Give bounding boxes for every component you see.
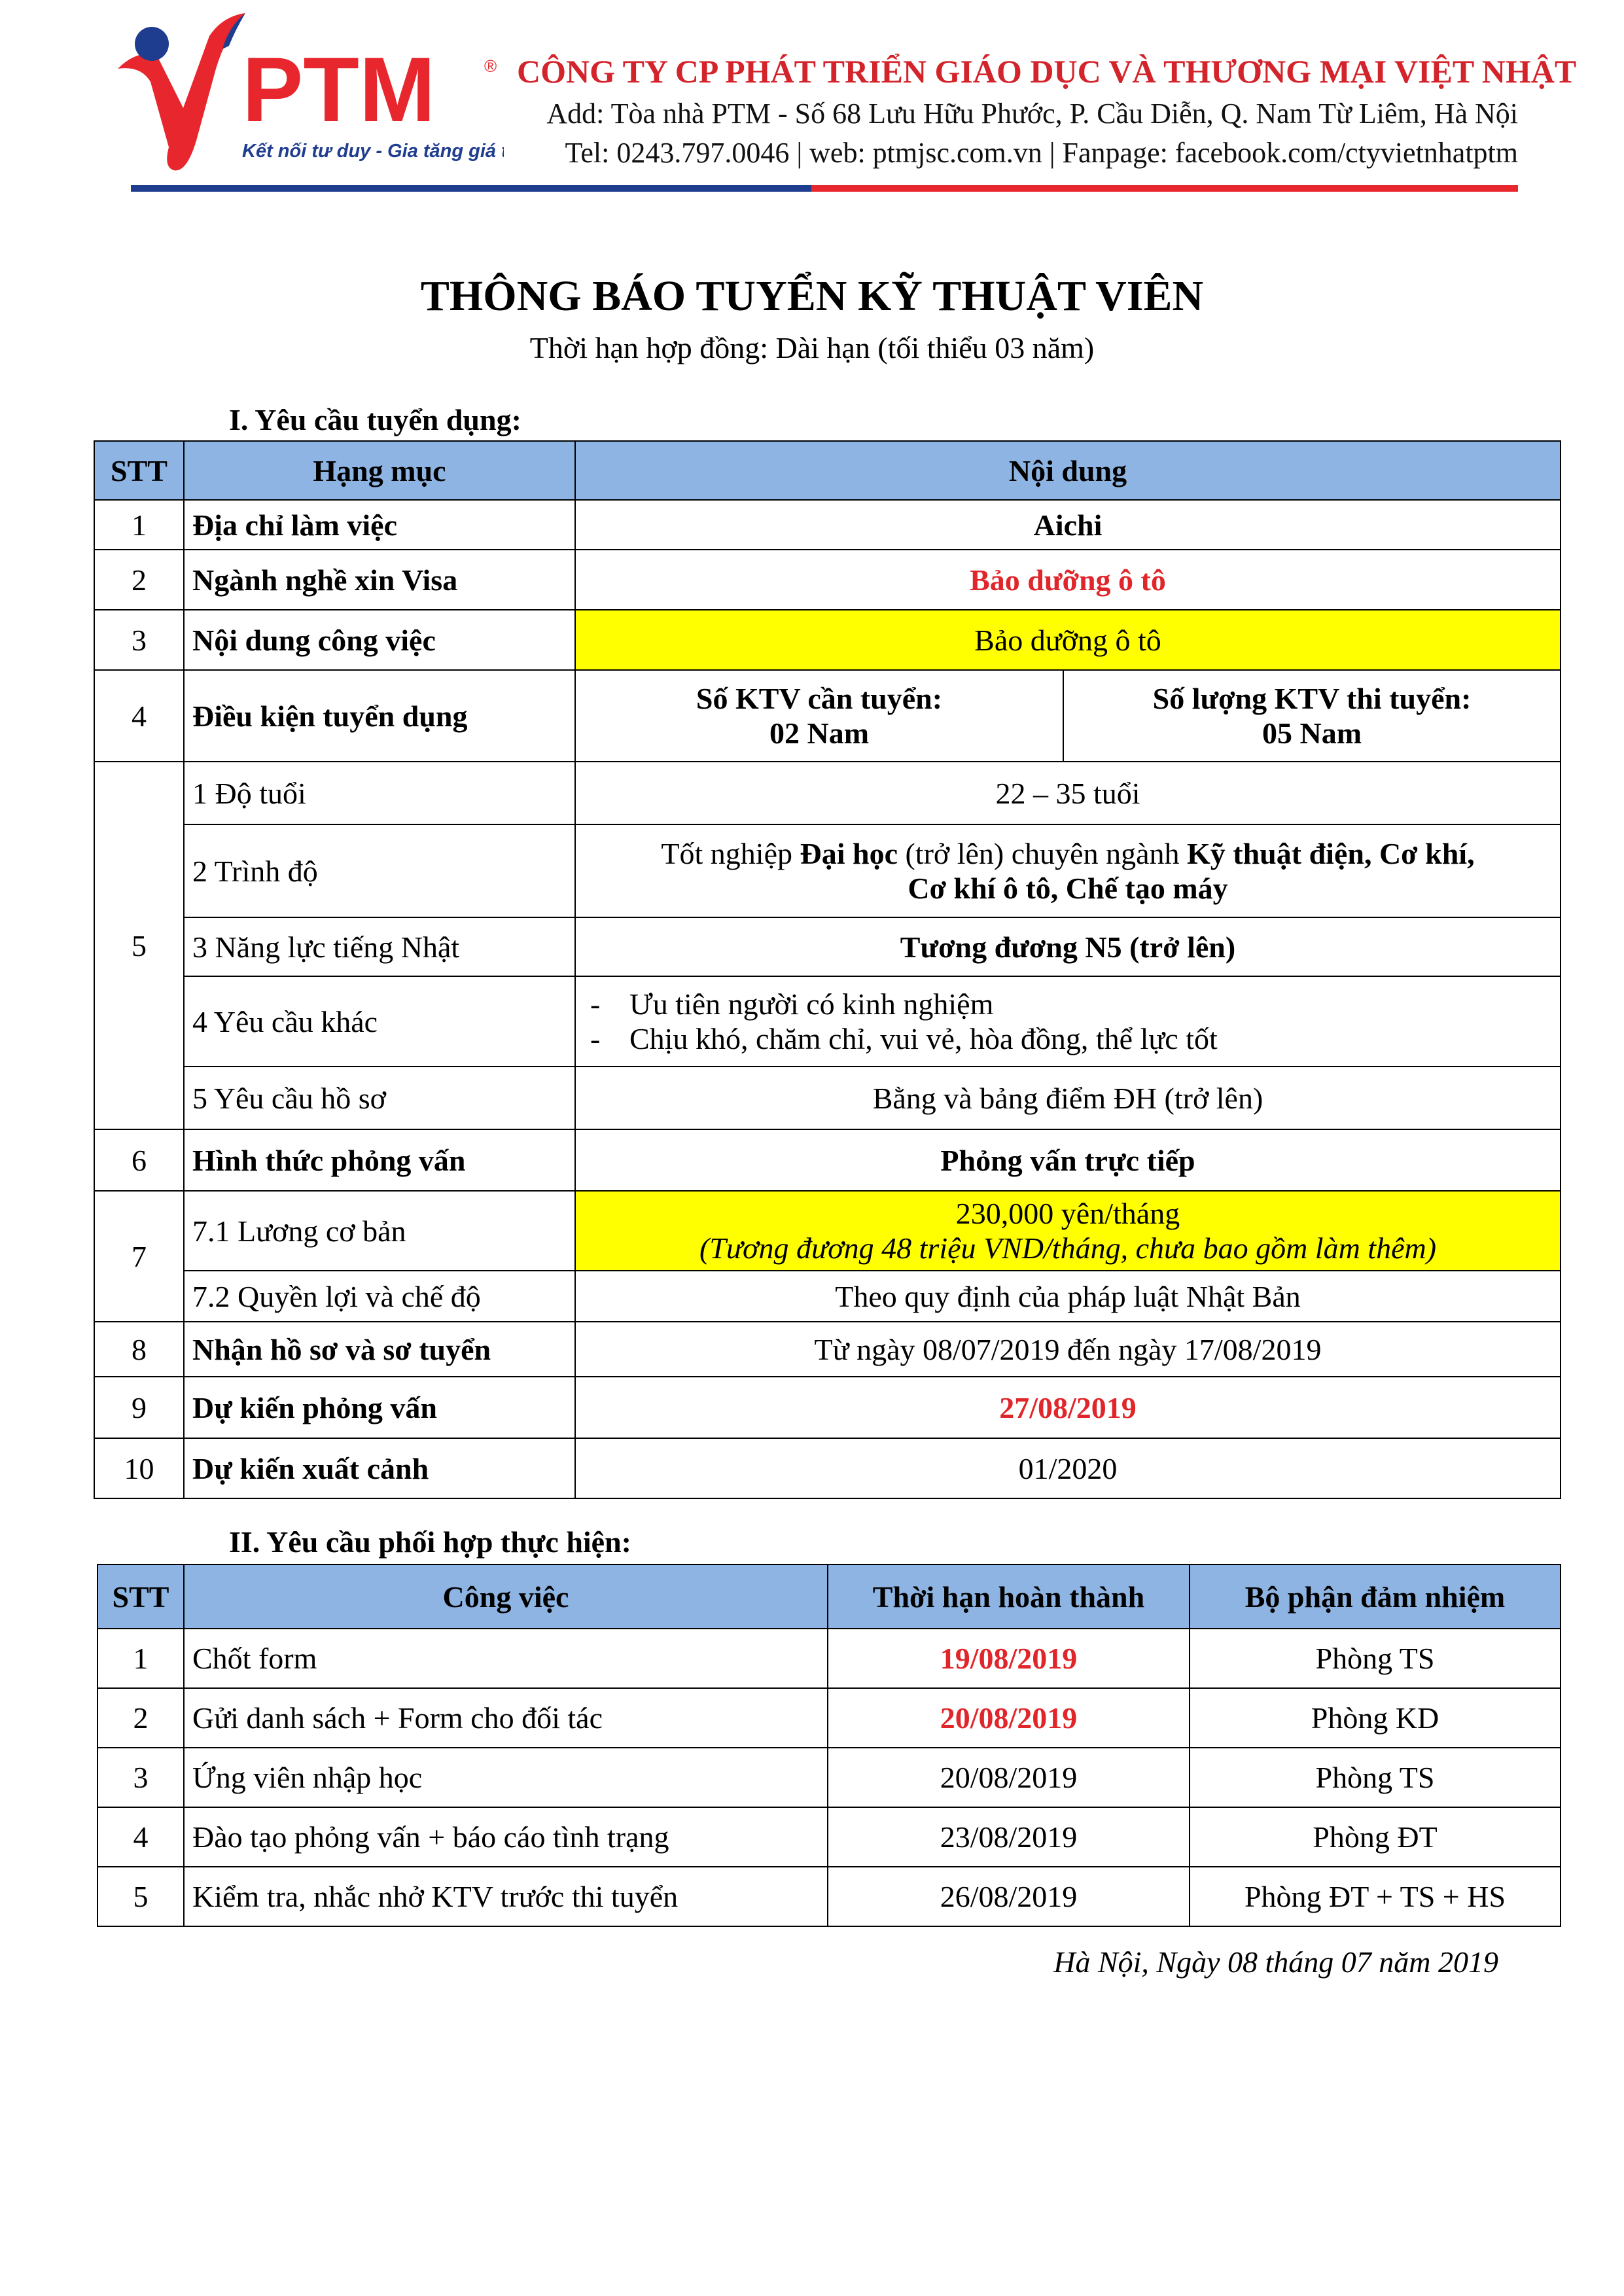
stt-cell: 3	[94, 610, 184, 670]
content-cell: Aichi	[575, 500, 1561, 550]
deadline-cell: 19/08/2019	[828, 1629, 1190, 1688]
interview-form-cell: Phỏng vấn trực tiếp	[575, 1129, 1561, 1191]
application-period-cell: Từ ngày 08/07/2019 đến ngày 17/08/2019	[575, 1322, 1561, 1377]
quota-cell	[575, 670, 1063, 762]
other-requirements-cell	[575, 976, 1561, 1067]
task-cell: Chốt form	[184, 1629, 828, 1688]
col-department: Bộ phận đảm nhiệm	[1190, 1564, 1561, 1629]
stt-cell: 2	[97, 1688, 184, 1748]
section2-heading: II. Yêu cầu phối hợp thực hiện:	[229, 1525, 632, 1559]
stt-cell: 1	[97, 1629, 184, 1688]
candidates-label: Số lượng KTV thi tuyển:	[1152, 682, 1472, 715]
salary-note: (Tương đương 48 triệu VND/tháng, chưa bao gồm làm thêm)	[699, 1231, 1437, 1265]
department-cell: Phòng ĐT	[1190, 1807, 1561, 1867]
salary-value: 230,000 yên/tháng	[955, 1197, 1180, 1230]
col-content: Nội dung	[575, 441, 1561, 500]
table-row	[94, 917, 1561, 976]
col-stt: STT	[97, 1564, 184, 1629]
page-subtitle: Thời hạn hợp đồng: Dài hạn (tối thiểu 03 năm)	[529, 331, 1095, 364]
col-stt: STT	[94, 441, 184, 500]
item-cell: Điều kiện tuyển dụng	[184, 670, 575, 762]
registered-mark: ®	[484, 56, 497, 76]
item-cell: 3 Năng lực tiếng Nhật	[184, 917, 575, 976]
quota-label: Số KTV cần tuyển:	[696, 682, 943, 715]
department-cell: Phòng ĐT + TS + HS	[1190, 1867, 1561, 1926]
item-cell: Hình thức phỏng vấn	[184, 1129, 575, 1191]
table-row	[97, 1807, 1561, 1867]
task-cell: Gửi danh sách + Form cho đối tác	[184, 1688, 828, 1748]
logo-slogan: Kết nối tư duy - Gia tăng giá trị	[242, 141, 504, 162]
table-row	[97, 1748, 1561, 1807]
page-title: THÔNG BÁO TUYỂN KỸ THUẬT VIÊN	[420, 272, 1204, 320]
task-cell: Đào tạo phỏng vấn + báo cáo tình trạng	[184, 1807, 828, 1867]
item-cell: 7.2 Quyền lợi và chế độ	[184, 1271, 575, 1322]
table-row	[94, 550, 1561, 610]
stt-cell: 5	[94, 762, 184, 1129]
company-address: Add: Tòa nhà PTM - Số 68 Lưu Hữu Phước, P. Cầu Diễn, Q. Nam Từ Liêm, Hà Nội	[546, 97, 1518, 130]
col-task: Công việc	[184, 1564, 828, 1629]
table-header-row	[97, 1564, 1561, 1629]
deadline-cell: 20/08/2019	[828, 1688, 1190, 1748]
candidates-value: 05 Nam	[1262, 716, 1362, 750]
deadline-cell: 20/08/2019	[828, 1748, 1190, 1807]
table-row	[97, 1629, 1561, 1688]
task-cell: Ứng viên nhập học	[184, 1748, 828, 1807]
item-cell: 7.1 Lương cơ bản	[184, 1191, 575, 1271]
candidates-cell	[1063, 670, 1561, 762]
table-row	[94, 1129, 1561, 1191]
stt-cell: 10	[94, 1438, 184, 1498]
company-logo	[111, 10, 504, 180]
item-cell: Nội dung công việc	[184, 610, 575, 670]
table-row	[97, 1867, 1561, 1926]
stt-cell: 3	[97, 1748, 184, 1807]
deadline-cell: 26/08/2019	[828, 1867, 1190, 1926]
stt-cell: 7	[94, 1191, 184, 1322]
header-rule-red	[811, 185, 1518, 192]
documents-cell: Bằng và bảng điểm ĐH (trở lên)	[575, 1067, 1561, 1129]
table-row	[94, 670, 1561, 762]
col-deadline: Thời hạn hoàn thành	[828, 1564, 1190, 1629]
item-cell: Dự kiến phỏng vấn	[184, 1377, 575, 1438]
table-row	[94, 976, 1561, 1067]
table-row	[94, 1191, 1561, 1271]
stt-cell: 1	[94, 500, 184, 550]
section1-heading: I. Yêu cầu tuyển dụng:	[229, 403, 521, 436]
task-cell: Kiểm tra, nhắc nhở KTV trước thi tuyển	[184, 1867, 828, 1926]
item-cell: 5 Yêu cầu hồ sơ	[184, 1067, 575, 1129]
table-row	[94, 824, 1561, 917]
item-cell: Địa chỉ làm việc	[184, 500, 575, 550]
item-cell: 4 Yêu cầu khác	[184, 976, 575, 1067]
table-row	[94, 1438, 1561, 1498]
visa-field-cell: Bảo dưỡng ô tô	[575, 550, 1561, 610]
quota-value: 02 Nam	[769, 716, 870, 750]
stt-cell: 4	[97, 1807, 184, 1867]
table-row	[94, 1067, 1561, 1129]
department-cell: Phòng TS	[1190, 1748, 1561, 1807]
stt-cell: 4	[94, 670, 184, 762]
table-row	[94, 1377, 1561, 1438]
japanese-level-cell: Tương đương N5 (trở lên)	[575, 917, 1561, 976]
stt-cell: 5	[97, 1867, 184, 1926]
stt-cell: 9	[94, 1377, 184, 1438]
table-row	[94, 610, 1561, 670]
logo-text: PTM	[242, 38, 436, 141]
table-header-row	[94, 441, 1561, 500]
stt-cell: 6	[94, 1129, 184, 1191]
table-row	[97, 1688, 1561, 1748]
list-item: - Chịu khó, chăm chỉ, vui vẻ, hòa đồng, thể lực tốt	[590, 1022, 1218, 1055]
coordination-table	[97, 1564, 1561, 1927]
education-cell: Tốt nghiệp Đại học (trở lên) chuyên ngành Kỹ thuật điện, Cơ khí, Cơ khí ô tô, Chế tạo máy	[575, 824, 1561, 917]
item-cell: 2 Trình độ	[184, 824, 575, 917]
age-cell: 22 – 35 tuổi	[575, 762, 1561, 824]
list-item: - Ưu tiên người có kinh nghiệm	[590, 987, 994, 1021]
departure-date-cell: 01/2020	[575, 1438, 1561, 1498]
item-cell: Nhận hồ sơ và sơ tuyển	[184, 1322, 575, 1377]
stt-cell: 2	[94, 550, 184, 610]
department-cell: Phòng KD	[1190, 1688, 1561, 1748]
item-cell: Dự kiến xuất cảnh	[184, 1438, 575, 1498]
department-cell: Phòng TS	[1190, 1629, 1561, 1688]
header-rule-blue	[131, 185, 811, 192]
item-cell: Ngành nghề xin Visa	[184, 550, 575, 610]
table-row	[94, 500, 1561, 550]
interview-date-cell: 27/08/2019	[575, 1377, 1561, 1438]
company-contact: Tel: 0243.797.0046 | web: ptmjsc.com.vn | Fanpage: facebook.com/ctyvietnhatptm	[565, 137, 1518, 169]
salary-cell	[575, 1191, 1561, 1271]
table-row	[94, 1271, 1561, 1322]
item-cell: 1 Độ tuổi	[184, 762, 575, 824]
stt-cell: 8	[94, 1322, 184, 1377]
table-row	[94, 1322, 1561, 1377]
deadline-cell: 23/08/2019	[828, 1807, 1190, 1867]
job-content-cell: Bảo dưỡng ô tô	[575, 610, 1561, 670]
table-row	[94, 762, 1561, 824]
company-name: CÔNG TY CP PHÁT TRIỂN GIÁO DỤC VÀ THƯƠNG MẠI VIỆT NHẬT	[517, 53, 1577, 90]
recruitment-requirements-table	[94, 440, 1561, 1499]
col-item: Hạng mục	[184, 441, 575, 500]
benefits-cell: Theo quy định của pháp luật Nhật Bản	[575, 1271, 1561, 1322]
footer-date: Hà Nội, Ngày 08 tháng 07 năm 2019	[1053, 1945, 1498, 1979]
